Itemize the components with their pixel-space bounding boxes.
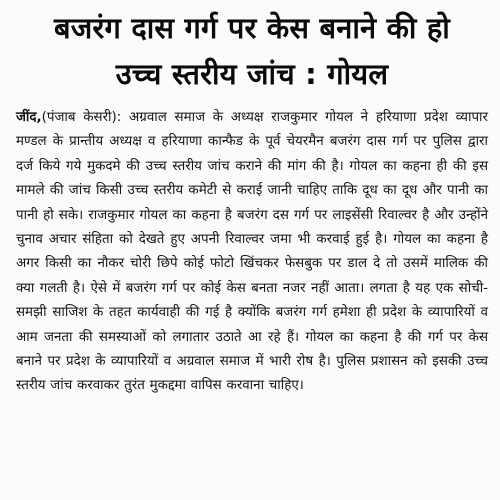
headline xyxy=(16,8,488,94)
headline-line-1: बजरंग दास गर्ग पर केस बनाने की हो xyxy=(53,11,451,45)
article-text: अग्रवाल समाज के अध्यक्ष राजकुमार गोयल ने हरियाणा प्रदेश व्यापार मण्डल के प्रान्तीय अध्यक्ष व हरियाणा कान्फैड के पूर्व चेयरमैन बजरंग दास गर्ग पर पुलिस द्वारा दर्ज किये गये मुकदमे की उच्च स्तरीय जांच कराने की मांग की है। गोयल का कहना ही की इस मामले की जांच किसी उच्च स्तरीय कमेटी से कराई जानी चाहिए ताकि दूध का दूध और पानी का पानी हो सके। राजकुमार गोयल का कहना है बजरंग दस गर्ग पर लाइसेंसी रिवाल्वर है और उन्होंने चुनाव अचार संहिता को देखते हुए अपनी रिवाल्वर जमा भी करवाई हुई है। गोयल का कहना है अगर किसी का नौकर चोरी छिपे कोई फोटो खिंचकर फेसबुक पर डाल दे तो उसमें मालिक की क्या गलती है। ऐसे में बजरंग गर्ग पर कोई केस बनता नजर नहीं आता। लगता है यह एक सोची-समझी साजिश के तहत कार्यवाही की गई है क्योंकि बजरंग गर्ग हमेशा ही प्रदेश के व्यापारियों व आम जनता की समस्याओं को लगातार उठाते आ रहे हैं। गोयल का कहना है की गर्ग पर केस बनाने पर प्रदेश के व्यापारियों व अग्रवाल समाज में भारी रोष है। पुलिस प्रशासन को इसकी उच्च स्तरीय जांच करवाकर तुरंत मुकद्दमा वापिस करवाना चाहिए। xyxy=(16,110,488,394)
article-body xyxy=(16,106,488,399)
dateline-place: जींद, xyxy=(16,110,42,125)
headline-line-2: उच्च स्तरीय जांच : गोयल xyxy=(115,57,389,91)
dateline-source: (पंजाब केसरी): xyxy=(41,110,122,125)
